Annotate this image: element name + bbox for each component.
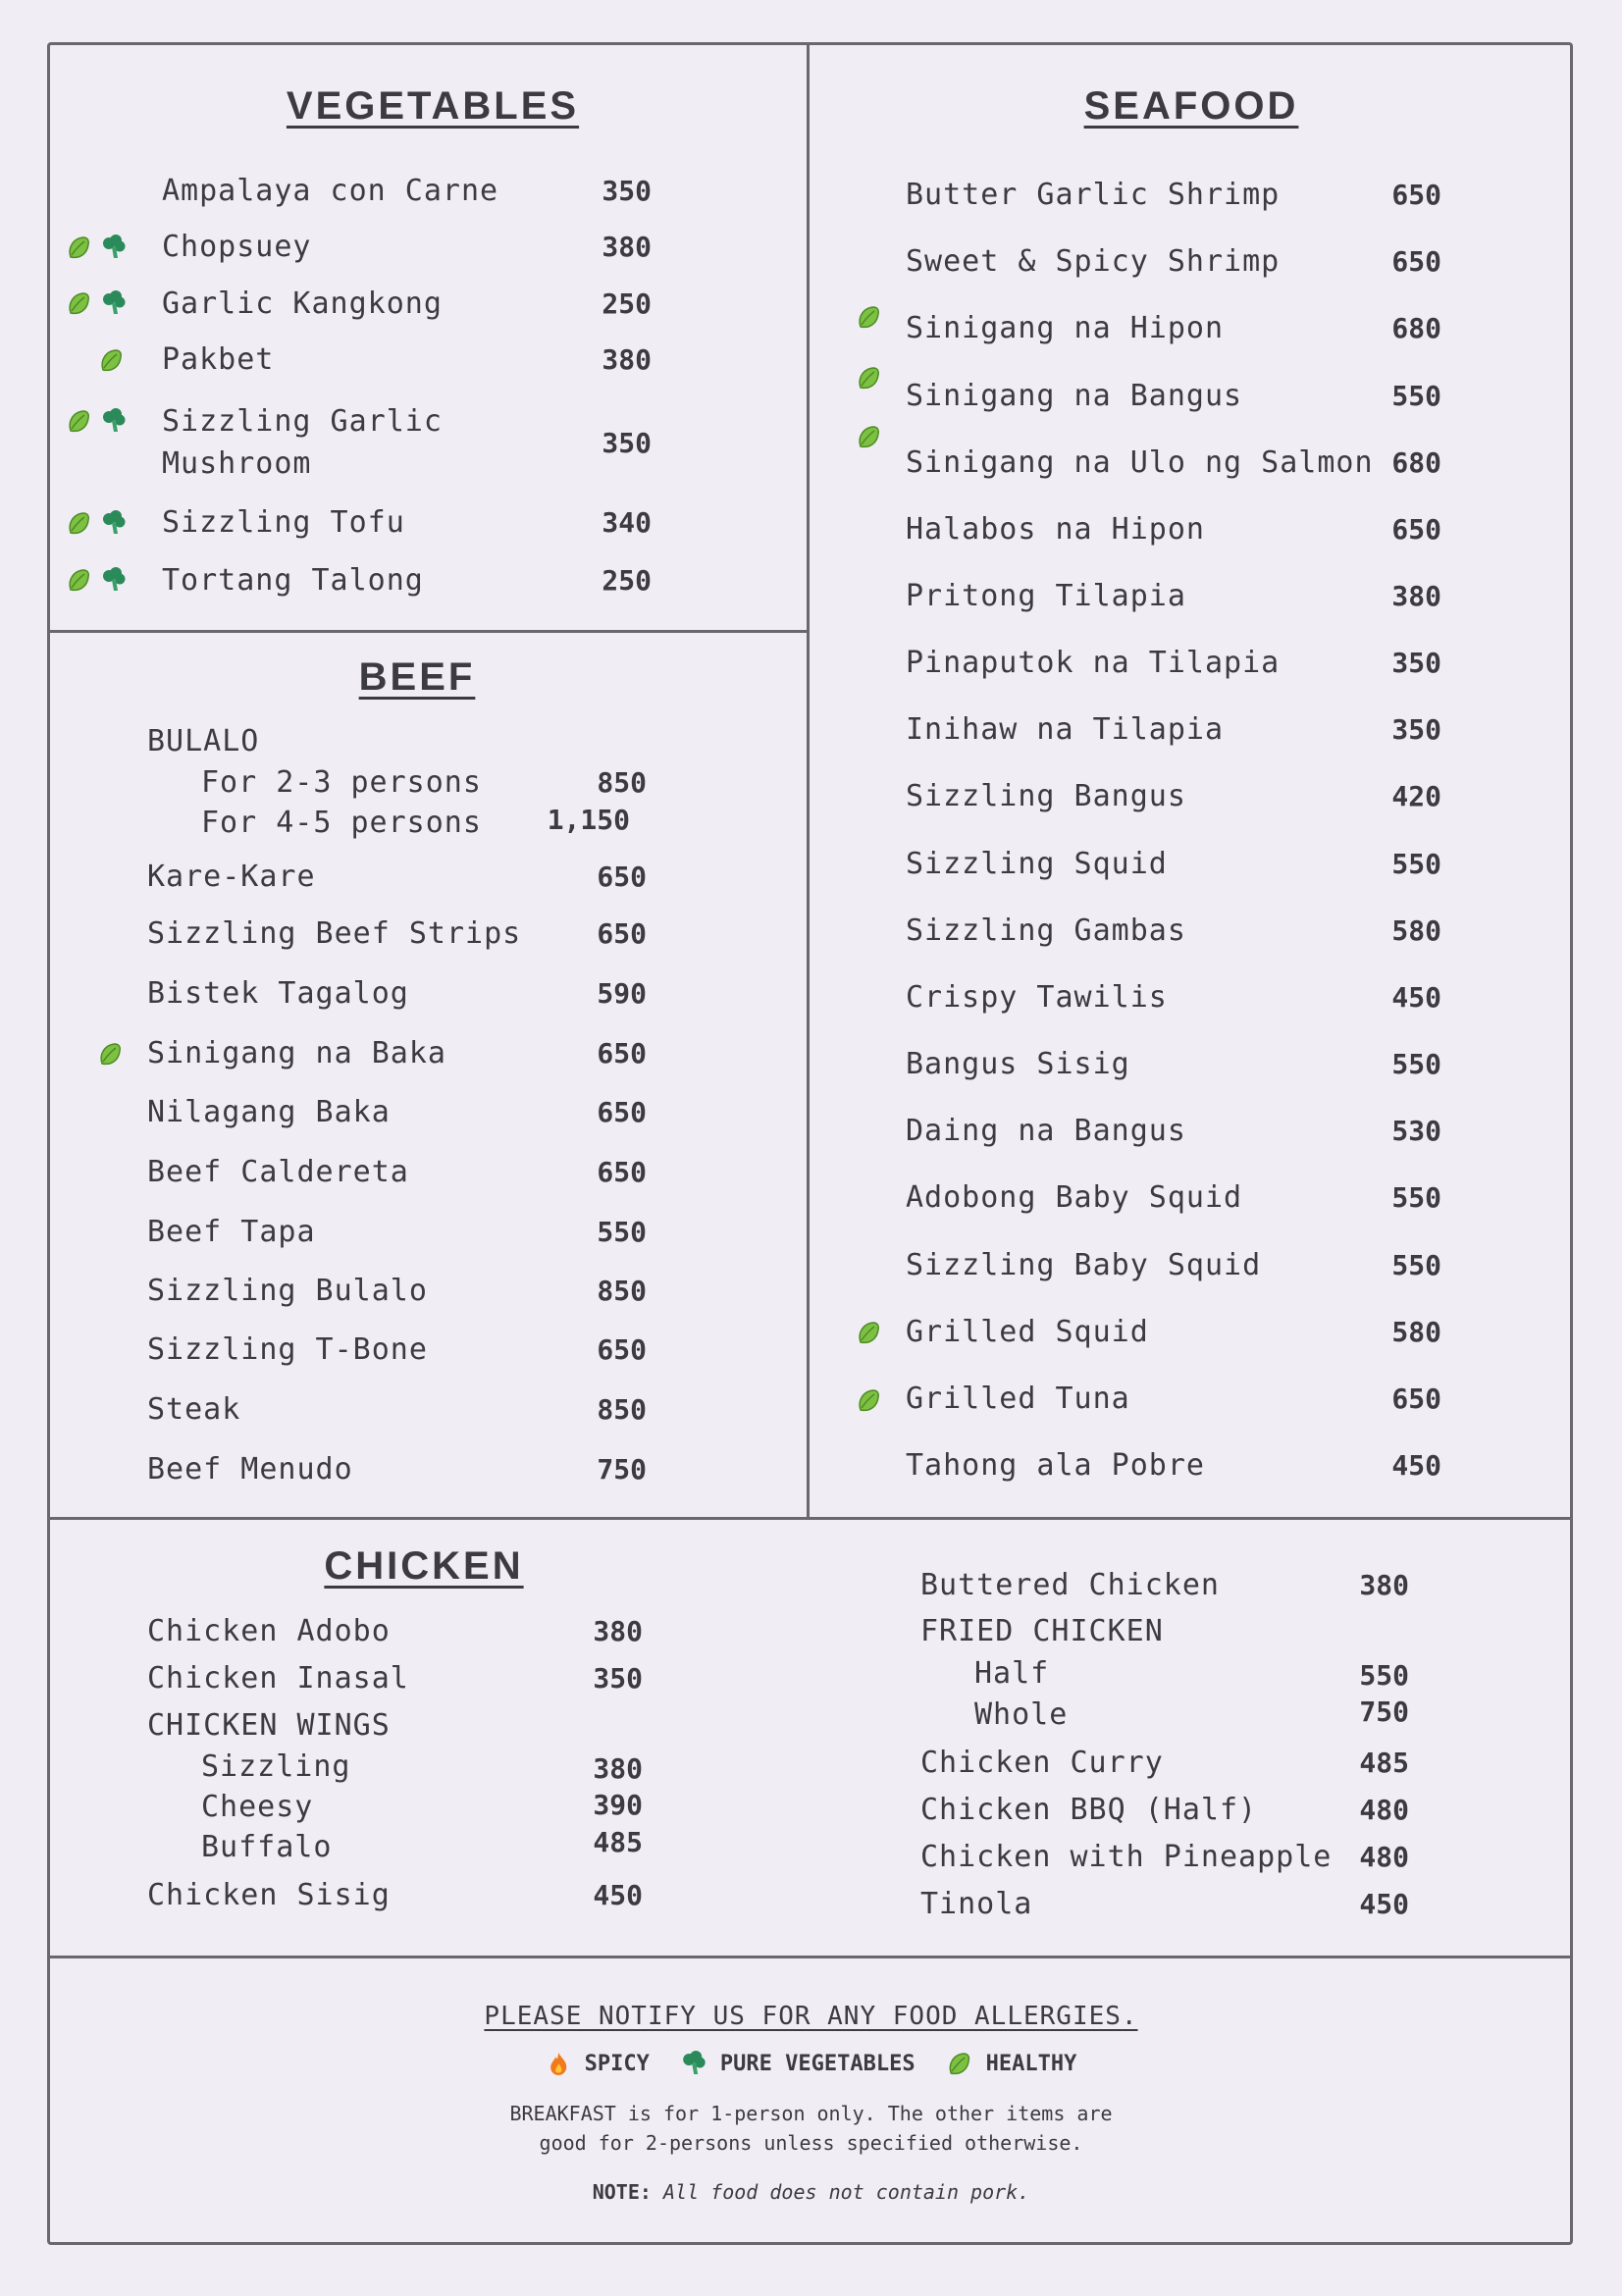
wings-option: Sizzling	[201, 1749, 351, 1784]
healthy-icon	[856, 304, 881, 330]
footer-top-divider	[47, 1956, 1573, 1958]
menu-item-price: 450	[1359, 1888, 1409, 1920]
menu-item-name: Sizzling Tofu	[162, 505, 405, 540]
pork-note	[593, 2180, 1030, 2204]
breakfast-note-line-1: BREAKFAST is for 1-person only. The other items are	[509, 2102, 1113, 2125]
healthy-icon	[66, 235, 91, 260]
menu-item-name: Tinola	[920, 1887, 1033, 1921]
broccoli-icon	[101, 235, 127, 260]
menu-item-price: 550	[1391, 1048, 1441, 1080]
menu-item-name: Sweet & Spicy Shrimp	[906, 244, 1281, 279]
menu-item-price: 380	[1391, 580, 1441, 612]
menu-item-price: 650	[597, 1156, 647, 1188]
legend-healthy-label: HEALTHY	[985, 2051, 1077, 2076]
fried-option-price: 750	[1359, 1696, 1409, 1728]
broccoli-icon	[101, 510, 127, 536]
menu-item-price: 580	[1391, 1316, 1441, 1348]
menu-item-price: 380	[602, 231, 652, 263]
menu-item-price: 750	[597, 1453, 647, 1486]
healthy-icon	[856, 365, 881, 391]
menu-item-name: Grilled Tuna	[906, 1382, 1130, 1416]
menu-item-price: 650	[597, 917, 647, 950]
menu-item-name: Chicken with Pineapple	[920, 1840, 1333, 1874]
wings-option: Buffalo	[201, 1830, 333, 1864]
healthy-icon	[98, 347, 124, 373]
menu-item-price: 350	[593, 1662, 643, 1695]
menu-item-name: Tahong ala Pobre	[906, 1448, 1205, 1483]
menu-item-price: 485	[1359, 1747, 1409, 1779]
wings-option: Cheesy	[201, 1790, 314, 1824]
legend-pure-vegetables-label: PURE VEGETABLES	[719, 2051, 916, 2076]
menu-item-name: Buttered Chicken	[920, 1568, 1220, 1602]
menu-item-name: Chicken Sisig	[147, 1878, 391, 1912]
menu-item-name: Beef Tapa	[147, 1215, 316, 1249]
menu-item-price: 350	[1391, 713, 1441, 746]
menu-item-price: 680	[1391, 446, 1441, 479]
vegetables-beef-divider	[47, 630, 810, 633]
menu-item-name: Sizzling Bulalo	[147, 1274, 428, 1308]
menu-item-name: Chicken BBQ (Half)	[920, 1793, 1258, 1827]
menu-item-name: Sizzling Squid	[906, 847, 1168, 881]
fried-option-price: 550	[1359, 1659, 1409, 1692]
menu-item-price: 530	[1391, 1115, 1441, 1147]
healthy-icon	[856, 424, 881, 449]
chicken-heading: CHICKEN	[324, 1544, 524, 1588]
menu-item-name: Sizzling Bangus	[906, 779, 1186, 813]
bulalo-label: BULALO	[147, 724, 260, 758]
menu-item-price: 550	[1391, 1181, 1441, 1214]
menu-item-name: Pinaputok na Tilapia	[906, 646, 1281, 680]
broccoli-icon	[101, 290, 127, 316]
menu-item-price: 380	[1359, 1569, 1409, 1601]
menu-item-name: Garlic Kangkong	[162, 287, 443, 321]
wings-option-price: 485	[593, 1826, 643, 1858]
menu-item-price: 650	[597, 1096, 647, 1128]
menu-item-name: Chicken Curry	[920, 1746, 1164, 1780]
menu-item-name: Inihaw na Tilapia	[906, 712, 1225, 747]
menu-item-name: Chopsuey	[162, 230, 312, 264]
allergy-notice: PLEASE NOTIFY US FOR ANY FOOD ALLERGIES.	[484, 2002, 1138, 2031]
note-label: NOTE:	[592, 2180, 652, 2204]
chicken-top-divider	[47, 1517, 1573, 1520]
menu-item-price: 250	[602, 564, 652, 597]
note-text: All food does not contain pork.	[662, 2180, 1030, 2204]
menu-item-price: 350	[1391, 647, 1441, 679]
menu-item-price: 550	[1391, 848, 1441, 880]
menu-item-name: Sinigang na Ulo ng Salmon	[906, 445, 1374, 480]
menu-item-price: 650	[597, 1037, 647, 1070]
menu-item-name: Beef Menudo	[147, 1452, 353, 1487]
bulalo-option-price: 850	[597, 766, 647, 799]
menu-item-price: 850	[597, 1393, 647, 1426]
menu-item-price: 350	[602, 175, 652, 207]
menu-item-price: 550	[1391, 1249, 1441, 1281]
wings-option-price: 380	[593, 1752, 643, 1785]
menu-item-price: 450	[1391, 981, 1441, 1014]
menu-item-price: 590	[597, 977, 647, 1010]
fried-option: Half	[974, 1656, 1050, 1691]
menu-item-price: 550	[1391, 380, 1441, 412]
column-divider	[807, 42, 810, 1519]
menu-item-price: 420	[1391, 780, 1441, 812]
legend-spicy-label: SPICY	[584, 2051, 650, 2076]
menu-item-price: 580	[1391, 914, 1441, 947]
menu-item-name: Crispy Tawilis	[906, 980, 1168, 1015]
menu-item-name: Pritong Tilapia	[906, 579, 1186, 613]
menu-item-name: Kare-Kare	[147, 860, 316, 894]
breakfast-note-line-2: good for 2-persons unless specified otherwise.	[539, 2131, 1083, 2155]
menu-item-name: Adobong Baby Squid	[906, 1180, 1243, 1215]
menu-item-name: Sizzling Beef Strips	[147, 916, 522, 951]
menu-item-price: 680	[1391, 312, 1441, 344]
menu-item-name: Chicken Adobo	[147, 1614, 391, 1648]
menu-item-price: 480	[1359, 1794, 1409, 1826]
menu-item-price: 450	[1391, 1449, 1441, 1482]
menu-item-name: Bistek Tagalog	[147, 976, 409, 1011]
menu-item-price: 250	[602, 287, 652, 320]
healthy-icon	[856, 1387, 881, 1413]
menu-item-name: Halabos na Hipon	[906, 512, 1205, 547]
menu-item-name: Beef Caldereta	[147, 1155, 409, 1189]
fried-option: Whole	[974, 1697, 1069, 1732]
menu-item-price: 650	[1391, 245, 1441, 278]
beef-heading: BEEF	[358, 655, 476, 699]
legend	[546, 2051, 1077, 2076]
menu-item-name: Grilled Squid	[906, 1315, 1149, 1349]
healthy-icon	[97, 1041, 123, 1067]
menu-item-name: Nilagang Baka	[147, 1095, 391, 1129]
bulalo-option-price: 1,150	[547, 804, 630, 836]
menu-item-name: Sinigang na Baka	[147, 1036, 446, 1070]
menu-item-name: Bangus Sisig	[906, 1047, 1130, 1081]
seafood-heading: SEAFOOD	[1083, 84, 1299, 128]
broccoli-icon	[101, 408, 127, 434]
chicken-wings-label: CHICKEN WINGS	[147, 1708, 391, 1743]
healthy-icon	[66, 408, 91, 434]
menu-item-price: 340	[602, 506, 652, 539]
menu-item-price: 550	[597, 1216, 647, 1248]
menu-item-price: 380	[593, 1615, 643, 1647]
flame-icon	[546, 2051, 571, 2076]
menu-item-price: 380	[602, 343, 652, 376]
healthy-icon	[947, 2051, 972, 2076]
menu-item-name: Daing na Bangus	[906, 1114, 1186, 1148]
broccoli-icon	[101, 567, 127, 593]
healthy-icon	[856, 1320, 881, 1345]
broccoli-icon	[681, 2051, 706, 2076]
vegetables-heading: VEGETABLES	[286, 84, 580, 128]
menu-item-price: 650	[1391, 513, 1441, 546]
menu-item-price: 350	[602, 427, 652, 459]
menu-item-name: Sinigang na Bangus	[906, 379, 1243, 413]
menu-item-price: 450	[593, 1879, 643, 1911]
healthy-icon	[66, 567, 91, 593]
menu-item-name: Chicken Inasal	[147, 1661, 409, 1696]
menu-item-name: Sizzling Baby Squid	[906, 1248, 1262, 1282]
menu-item-name: Tortang Talong	[162, 563, 424, 598]
menu-item-name: Butter Garlic Shrimp	[906, 178, 1281, 212]
menu-item-name: Steak	[147, 1392, 241, 1427]
fried-chicken-label: FRIED CHICKEN	[920, 1614, 1164, 1648]
menu-item-price: 850	[597, 1275, 647, 1307]
bulalo-option: For 4-5 persons	[201, 806, 482, 840]
menu-item-name: Sizzling T-Bone	[147, 1332, 428, 1367]
healthy-icon	[66, 510, 91, 536]
menu-item-price: 480	[1359, 1841, 1409, 1873]
menu-item-name: Ampalaya con Carne	[162, 174, 499, 208]
bulalo-option: For 2-3 persons	[201, 765, 482, 800]
menu-item-name-continued: Mushroom	[162, 446, 312, 481]
menu-item-price: 650	[1391, 179, 1441, 211]
menu-item-price: 650	[597, 1333, 647, 1366]
menu-item-name: Sizzling Garlic	[162, 404, 443, 439]
wings-option-price: 390	[593, 1789, 643, 1821]
menu-item-name: Sinigang na Hipon	[906, 311, 1225, 345]
menu-item-price: 650	[597, 861, 647, 893]
menu-item-name: Pakbet	[162, 342, 275, 377]
menu-item-name: Sizzling Gambas	[906, 913, 1186, 948]
healthy-icon	[66, 290, 91, 316]
menu-item-price: 650	[1391, 1383, 1441, 1415]
